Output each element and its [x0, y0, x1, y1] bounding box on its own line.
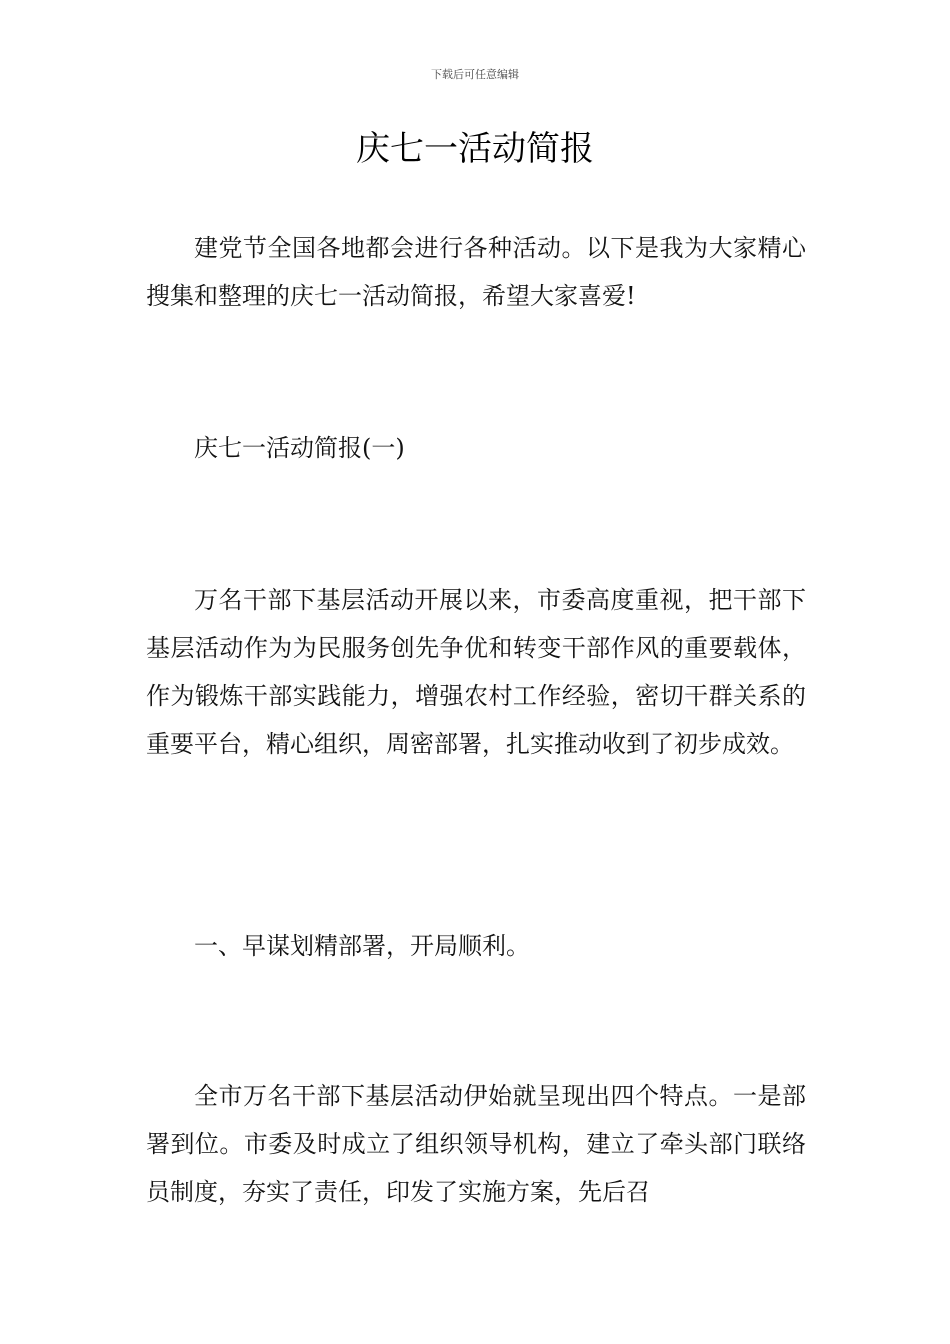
- body-paragraph-1: 万名干部下基层活动开展以来，市委高度重视，把干部下基层活动作为为民服务创先争优和转变干部作风的重要载体，作为锻炼干部实践能力，增强农村工作经验，密切干群关系的重要平台，精心组织，周密部署，扎实推动收到了初步成效。: [146, 586, 806, 758]
- document-title: 庆七一活动简报: [356, 129, 594, 169]
- section-heading: 庆七一活动简报(一): [194, 434, 405, 462]
- header-note: 下载后可任意编辑: [431, 68, 519, 81]
- subheading-1: 一、早谋划精部署，开局顺利。: [194, 932, 530, 960]
- intro-paragraph: 建党节全国各地都会进行各种活动。以下是我为大家精心搜集和整理的庆七一活动简报，希望大家喜爱!: [146, 234, 806, 310]
- body-paragraph-2: 全市万名干部下基层活动伊始就呈现出四个特点。一是部署到位。市委及时成立了组织领导机构，建立了牵头部门联络员制度，夯实了责任，印发了实施方案，先后召: [146, 1082, 806, 1206]
